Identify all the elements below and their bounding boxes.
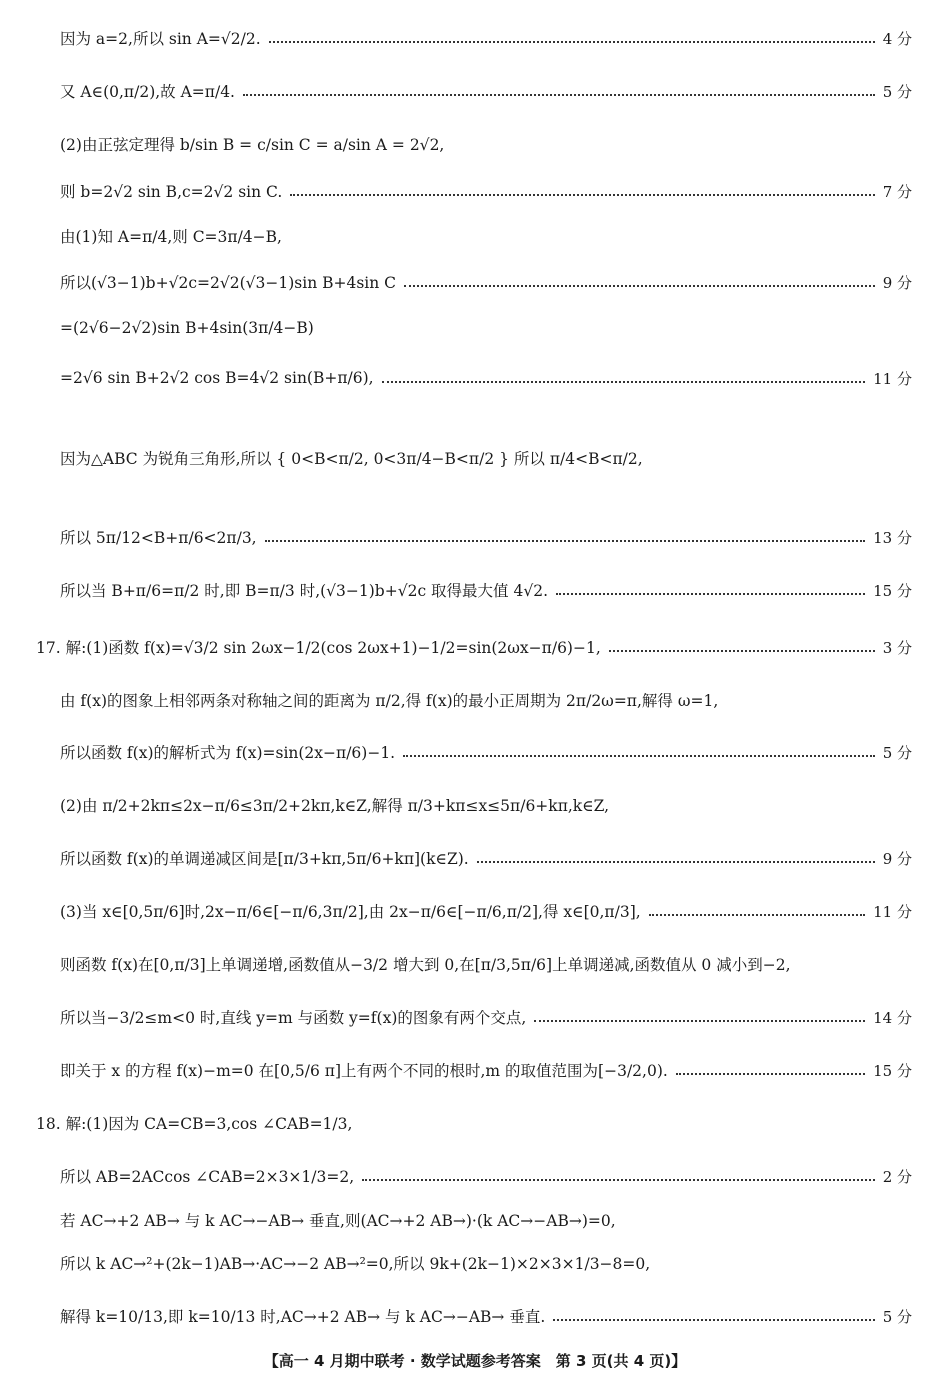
line-text: 若 AC→+2 AB→ 与 k AC→−AB→ 垂直,则(AC→+2 AB→)·(k AC→−AB→)=0,	[60, 1212, 616, 1230]
score-label: 3 分	[882, 638, 912, 657]
leader-dots	[649, 914, 865, 916]
line-text: =2√6 sin B+2√2 cos B=4√2 sin(B+π/6),	[60, 369, 374, 387]
solution-line	[60, 893, 912, 929]
score-label: 11 分	[873, 902, 912, 921]
leader-dots	[269, 41, 875, 43]
solution-line	[60, 519, 912, 555]
score-label: 5 分	[882, 82, 912, 101]
line-text: 由 f(x)的图象上相邻两条对称轴之间的距离为 π/2,得 f(x)的最小正周期为 2π/2ω=π,解得 ω=1,	[60, 692, 719, 710]
leader-dots	[265, 540, 866, 542]
score-label: 2 分	[882, 1167, 912, 1186]
leader-dots	[477, 861, 875, 863]
score-label: 5 分	[882, 743, 912, 762]
leader-dots	[362, 1179, 875, 1181]
solution-line	[60, 1202, 912, 1238]
score-label: 4 分	[882, 29, 912, 48]
line-text: 因为 a=2,所以 sin A=√2/2.	[60, 30, 261, 48]
line-text: 则 b=2√2 sin B,c=2√2 sin C.	[60, 183, 283, 201]
solution-line	[60, 310, 912, 346]
line-text: 由(1)知 A=π/4,则 C=3π/4−B,	[60, 228, 282, 246]
solution-line	[60, 440, 912, 476]
leader-dots	[553, 1319, 874, 1321]
leader-dots	[290, 194, 874, 196]
solution-line	[60, 999, 912, 1035]
leader-dots	[404, 285, 875, 287]
score-label: 15 分	[873, 1061, 912, 1080]
solution-line	[60, 946, 912, 982]
leader-dots	[676, 1073, 865, 1075]
line-text: 即关于 x 的方程 f(x)−m=0 在[0,5/6 π]上有两个不同的根时,m 的取值范围为[−3/2,0).	[60, 1062, 668, 1080]
line-text: (3)当 x∈[0,5π/6]时,2x−π/6∈[−π/6,3π/2],由 2x−π/6∈[−π/6,π/2],得 x∈[0,π/3],	[60, 903, 641, 921]
line-text: 所以函数 f(x)的单调递减区间是[π/3+kπ,5π/6+kπ](k∈Z).	[60, 850, 469, 868]
solution-line	[60, 73, 912, 109]
solution-line	[36, 1105, 912, 1141]
score-label: 9 分	[882, 273, 912, 292]
leader-dots	[556, 593, 865, 595]
solution-line	[60, 734, 912, 770]
solution-line	[60, 1158, 912, 1194]
line-text: 17. 解:(1)函数 f(x)=√3/2 sin 2ωx−1/2(cos 2ωx+1)−1/2=sin(2ωx−π/6)−1,	[36, 639, 601, 657]
line-text: 又 A∈(0,π/2),故 A=π/4.	[60, 83, 235, 101]
line-text: 18. 解:(1)因为 CA=CB=3,cos ∠CAB=1/3,	[36, 1115, 353, 1133]
solution-line	[60, 682, 912, 718]
solution-line	[60, 1245, 912, 1281]
score-label: 13 分	[873, 528, 912, 547]
line-text: (2)由 π/2+2kπ≤2x−π/6≤3π/2+2kπ,k∈Z,解得 π/3+kπ≤x≤5π/6+kπ,k∈Z,	[60, 797, 610, 815]
line-text: 所以 AB=2ACcos ∠CAB=2×3×1/3=2,	[60, 1168, 355, 1186]
leader-dots	[243, 94, 875, 96]
solution-line	[60, 360, 912, 396]
solution-line	[60, 264, 912, 300]
leader-dots	[609, 650, 875, 652]
page-footer: 【高一 4 月期中联考 · 数学试题参考答案 第 3 页(共 4 页)】	[263, 1352, 687, 1370]
score-label: 9 分	[882, 849, 912, 868]
leader-dots	[534, 1020, 865, 1022]
solution-line	[60, 1052, 912, 1088]
score-label: 5 分	[882, 1307, 912, 1326]
line-text: 所以 k AC→²+(2k−1)AB→·AC→−2 AB→²=0,所以 9k+(2k−1)×2×3×1/3−8=0,	[60, 1255, 651, 1273]
score-label: 15 分	[873, 581, 912, 600]
leader-dots	[403, 755, 875, 757]
line-text: 所以当 B+π/6=π/2 时,即 B=π/3 时,(√3−1)b+√2c 取得最大值 4√2.	[60, 582, 549, 600]
line-text: (2)由正弦定理得 b/sin B = c/sin C = a/sin A = 2√2,	[60, 136, 445, 154]
solution-line	[60, 840, 912, 876]
solution-line	[36, 629, 912, 665]
score-label: 7 分	[882, 182, 912, 201]
solution-line	[60, 787, 912, 823]
solution-line	[60, 1298, 912, 1334]
line-text: 所以 5π/12<B+π/6<2π/3,	[60, 529, 257, 547]
solution-line	[60, 126, 912, 162]
line-text: 所以(√3−1)b+√2c=2√2(√3−1)sin B+4sin C	[60, 274, 397, 292]
solution-line	[60, 572, 912, 608]
score-label: 11 分	[873, 369, 912, 388]
solution-line	[60, 218, 912, 254]
line-text: 则函数 f(x)在[0,π/3]上单调递增,函数值从−3/2 增大到 0,在[π/3,5π/6]上单调递减,函数值从 0 减小到−2,	[60, 956, 791, 974]
leader-dots	[382, 381, 866, 383]
line-text: 因为△ABC 为锐角三角形,所以 { 0<B<π/2, 0<3π/4−B<π/2 } 所以 π/4<B<π/2,	[60, 450, 643, 468]
line-text: 解得 k=10/13,即 k=10/13 时,AC→+2 AB→ 与 k AC→−AB→ 垂直.	[60, 1308, 546, 1326]
solution-line	[60, 173, 912, 209]
line-text: =(2√6−2√2)sin B+4sin(3π/4−B)	[60, 319, 314, 337]
line-text: 所以函数 f(x)的解析式为 f(x)=sin(2x−π/6)−1.	[60, 744, 396, 762]
score-label: 14 分	[873, 1008, 912, 1027]
solution-line	[60, 20, 912, 56]
line-text: 所以当−3/2≤m<0 时,直线 y=m 与函数 y=f(x)的图象有两个交点,	[60, 1009, 527, 1027]
